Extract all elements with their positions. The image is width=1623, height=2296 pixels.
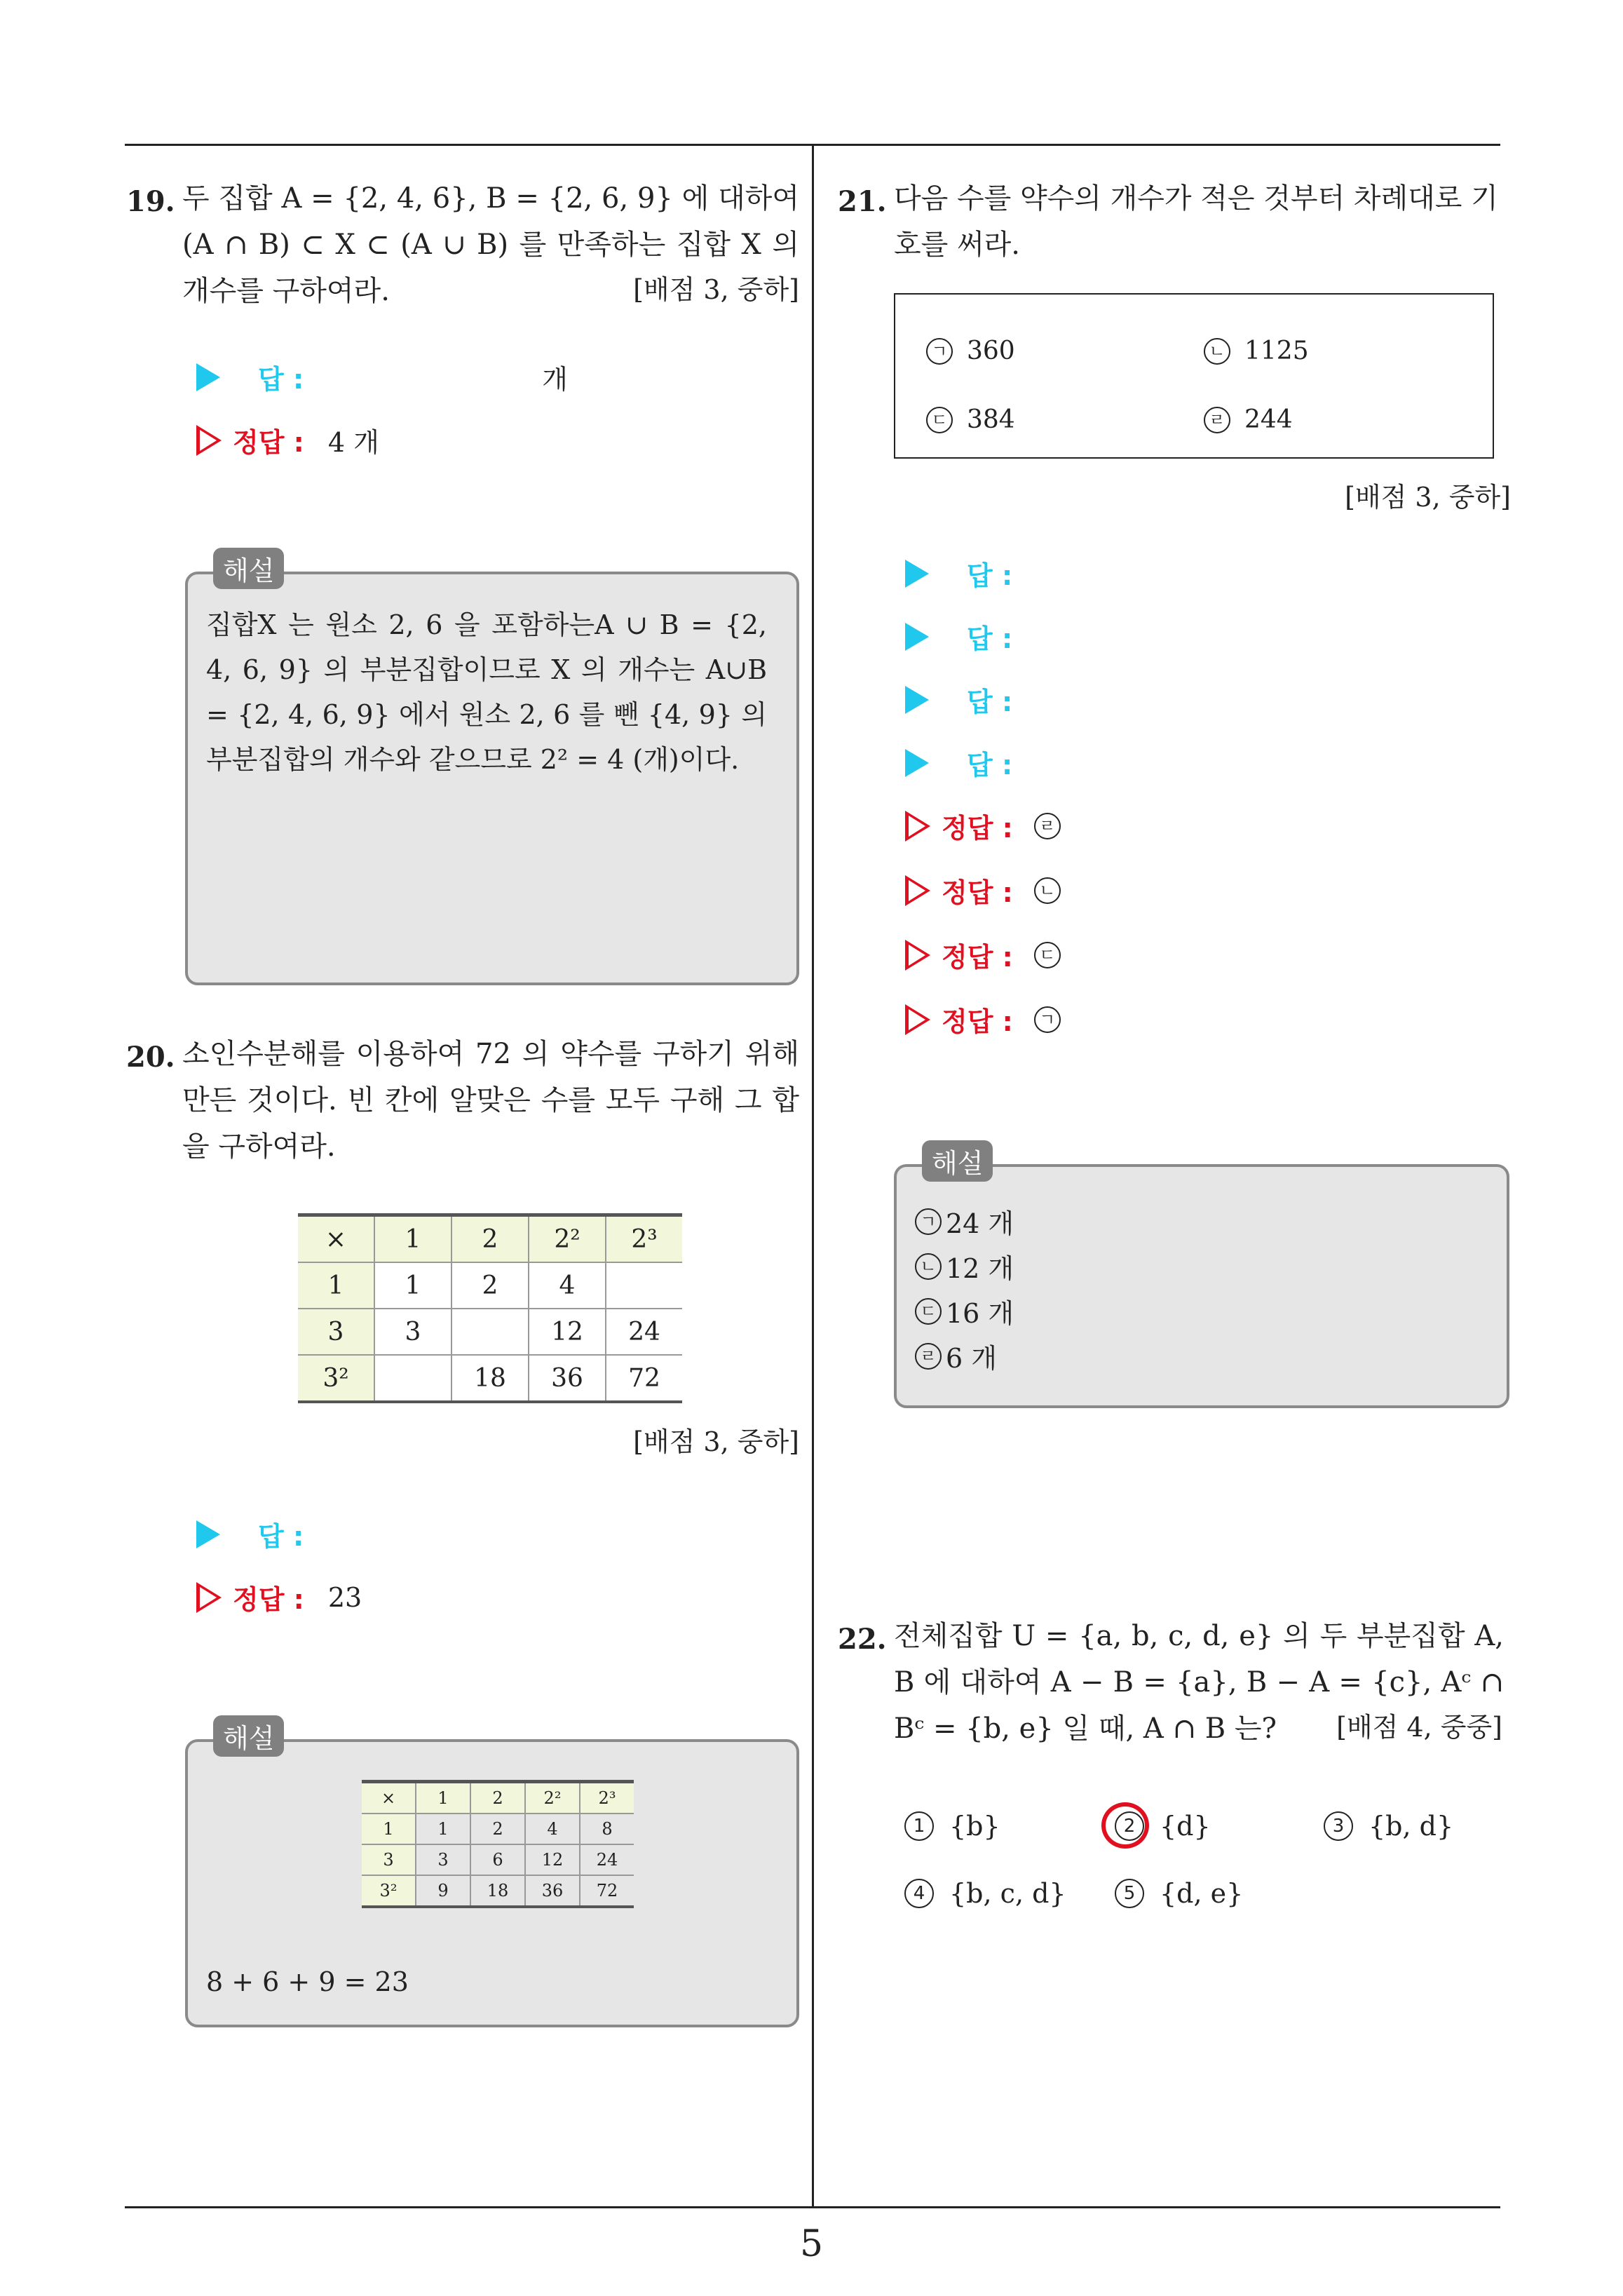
option-3[interactable] [1324,1811,1453,1842]
correct-label: 정답 : [942,877,1013,908]
answer-line[interactable] [196,358,568,396]
option-number: 2 [1115,1811,1144,1841]
choice-value: 360 [967,337,1015,365]
table-cell: 3² [362,1875,416,1907]
mark-circle-icon: ㄱ [1034,1006,1061,1033]
option-5[interactable] [1115,1878,1243,1909]
table-cell: 3² [298,1355,374,1402]
table-cell: 36 [525,1875,580,1907]
mark-circle-icon: ㄷ [1034,942,1061,968]
question-number: 20. [126,1041,175,1074]
explanation-value: 12 개 [946,1253,1014,1284]
table-cell: 2 [451,1215,529,1263]
correct-answer-line [196,421,379,459]
table-cell: 1 [374,1215,451,1263]
answer-label: 답 : [967,750,1013,781]
table-cell: × [362,1782,416,1814]
mark-circle-icon: ㄱ [926,338,953,365]
answer-unit: 개 [542,364,568,395]
table-cell: 1 [362,1814,416,1844]
selected-answer-circle-icon [1101,1802,1149,1849]
choice-value: 244 [1244,405,1293,434]
correct-answer-line [196,1578,362,1616]
table-row [362,1844,634,1875]
table-cell: 4 [529,1262,606,1309]
score-label: [배점 3, 중하] [1345,482,1511,513]
table-cell-blank [374,1355,451,1402]
table-cell: 1 [298,1262,374,1309]
table-header-row [298,1215,682,1263]
explanation-value: 6 개 [946,1343,997,1374]
table-cell: 12 [529,1309,606,1355]
table-cell: 4 [525,1814,580,1844]
mark-circle-icon: ㄴ [1034,877,1061,904]
option-number: 4 [904,1879,934,1908]
table-cell: 72 [606,1355,682,1402]
choice-box [894,293,1494,459]
explanation-value: 16 개 [946,1298,1014,1329]
mark-circle-icon: ㄷ [926,407,953,433]
correct-triangle-icon [905,875,930,906]
explanation-box [894,1148,1509,1408]
answer-label: 답 : [967,687,1013,717]
correct-value: 4 개 [327,427,379,458]
option-number: 1 [904,1811,934,1841]
explanation-formula: 8 + 6 + 9 = 23 [206,1966,409,1997]
correct-label: 정답 : [233,1584,304,1615]
answer-triangle-icon [196,1520,220,1548]
correct-answer-line [905,936,1075,974]
option-number: 5 [1115,1879,1144,1908]
answer-label: 답 : [967,623,1013,654]
table-cell: 2² [525,1782,580,1814]
table-cell: 3 [374,1309,451,1355]
answer-line[interactable] [905,554,1012,593]
answer-label: 답 : [967,560,1013,591]
question-text: 다음 수를 약수의 개수가 적은 것부터 차례대로 기호를 써라. [894,182,1498,261]
table-cell: 24 [606,1309,682,1355]
option-text: {b} [949,1811,1000,1842]
question-number: 19. [126,185,175,218]
option-text: {b, c, d} [949,1878,1066,1909]
table-cell: 2³ [580,1782,634,1814]
table-cell: 1 [374,1262,451,1309]
mark-circle-icon: ㄴ [915,1253,942,1280]
answer-triangle-icon [196,363,220,391]
mark-circle-icon: ㄱ [915,1208,942,1235]
divisor-table [298,1213,682,1403]
page-number: 5 [799,2223,824,2265]
table-cell-blank [606,1262,682,1309]
table-cell-blank [451,1309,529,1355]
option-text: {d, e} [1160,1878,1244,1909]
correct-triangle-icon [196,1582,222,1613]
correct-triangle-icon [196,425,222,456]
explanation-tab: 해설 [213,1715,284,1757]
mark-circle-icon: ㄴ [1204,338,1230,365]
table-row [298,1355,682,1402]
correct-label: 정답 : [942,813,1013,844]
table-cell: 2 [470,1814,525,1844]
table-cell: 2 [451,1262,529,1309]
mark-circle-icon: ㄹ [1204,407,1230,433]
explanation-tab: 해설 [922,1140,993,1182]
choice-item [926,337,1015,365]
question-number: 22. [838,1623,887,1656]
answer-triangle-icon [905,686,929,714]
solution-table [362,1780,634,1908]
table-cell: 2³ [606,1215,682,1263]
mark-circle-icon: ㄹ [915,1343,942,1370]
table-cell: 36 [529,1355,606,1402]
table-header-row [362,1782,634,1814]
table-cell: 1 [416,1814,470,1844]
explanation-text: 집합X 는 원소 2, 6 을 포함하는A ∪ B = {2, 4, 6, 9} 의 부분집합이므로 X 의 개수는 A∪B = {2, 4, 6, 9} 에서 원소 2, 6 를 뺀 {4, 9} 의 부분집합의 개수와 같으므로 2² = 4 (개)이다. [206,609,767,775]
answer-label: 답 : [258,364,304,395]
correct-triangle-icon [905,940,930,971]
table-cell: 6 [470,1844,525,1875]
table-cell: 24 [580,1844,634,1875]
question-text: 전체집합 U = {a, b, c, d, e} 의 두 부분집합 A, B 에 대하여 A − B = {a}, B − A = {c}, Aᶜ ∩ Bᶜ = {b, e} 일 때, A ∩ B 는? [894,1620,1504,1745]
table-row [362,1814,634,1844]
explanation-item [915,1247,1014,1285]
option-text: {b, d} [1369,1811,1454,1842]
table-row [362,1875,634,1907]
correct-value: 23 [327,1581,362,1613]
correct-answer-line [905,1000,1075,1039]
table-cell: 18 [451,1355,529,1402]
answer-line[interactable] [196,1515,304,1553]
table-cell: 12 [525,1844,580,1875]
score-label: [배점 3, 중하] [633,274,799,305]
correct-label: 정답 : [233,427,304,458]
explanation-item [915,1292,1014,1330]
table-cell: 3 [416,1844,470,1875]
question-21 [838,175,1511,268]
explanation-value: 24 개 [946,1208,1014,1239]
correct-triangle-icon [905,1004,930,1035]
table-cell: 72 [580,1875,634,1907]
table-row [298,1309,682,1355]
option-text: {d} [1160,1811,1211,1842]
answer-line[interactable] [905,743,1012,782]
explanation-item [915,1337,997,1375]
choice-item [1204,337,1309,365]
column-divider [812,144,814,2208]
choice-value: 384 [967,405,1015,434]
option-number: 3 [1324,1811,1353,1841]
table-cell: 3 [362,1844,416,1875]
choice-item [1204,405,1293,434]
option-1[interactable] [904,1811,1000,1842]
score-label: [배점 4, 중중] [1336,1712,1502,1743]
table-row [298,1262,682,1309]
correct-triangle-icon [905,811,930,842]
answer-triangle-icon [905,560,929,588]
question-text: 두 집합 A = {2, 4, 6}, B = {2, 6, 9} 에 대하여 (A ∩ B) ⊂ X ⊂ (A ∪ B) 를 만족하는 집합 X 의 개수를 구하여라. [182,182,799,307]
table-cell: × [298,1215,374,1263]
explanation-item [915,1202,1014,1241]
correct-answer-line [905,806,1075,845]
explanation-box [185,1723,799,2027]
answer-triangle-icon [905,749,929,777]
table-cell: 3 [298,1309,374,1355]
question-22 [838,1613,1511,1744]
mark-circle-icon: ㄷ [915,1298,942,1325]
table-cell: 2² [529,1215,606,1263]
answer-line[interactable] [905,617,1012,656]
table-cell: 18 [470,1875,525,1907]
question-text: 소인수분해를 이용하여 72 의 약수를 구하기 위해 만든 것이다. 빈 칸에 알맞은 수를 모두 구해 그 합을 구하여라. [182,1038,799,1163]
answer-label: 답 : [258,1521,304,1552]
explanation-box [185,555,799,985]
correct-label: 정답 : [942,942,1013,973]
question-number: 21. [838,185,887,218]
correct-label: 정답 : [942,1006,1013,1037]
answer-triangle-icon [905,623,929,651]
table-cell: 8 [580,1814,634,1844]
option-4[interactable] [904,1878,1066,1909]
answer-line[interactable] [905,680,1012,719]
table-cell: 2 [470,1782,525,1814]
explanation-tab: 해설 [213,548,284,589]
choice-value: 1125 [1244,337,1309,365]
question-20 [126,1031,799,1170]
score-label: [배점 3, 중하] [633,1426,799,1457]
bottom-rule [125,2206,1500,2208]
table-cell: 1 [416,1782,470,1814]
choice-item [926,405,1015,434]
mark-circle-icon: ㄹ [1034,813,1061,839]
table-cell: 9 [416,1875,470,1907]
correct-answer-line [905,871,1075,910]
question-19 [126,175,799,306]
